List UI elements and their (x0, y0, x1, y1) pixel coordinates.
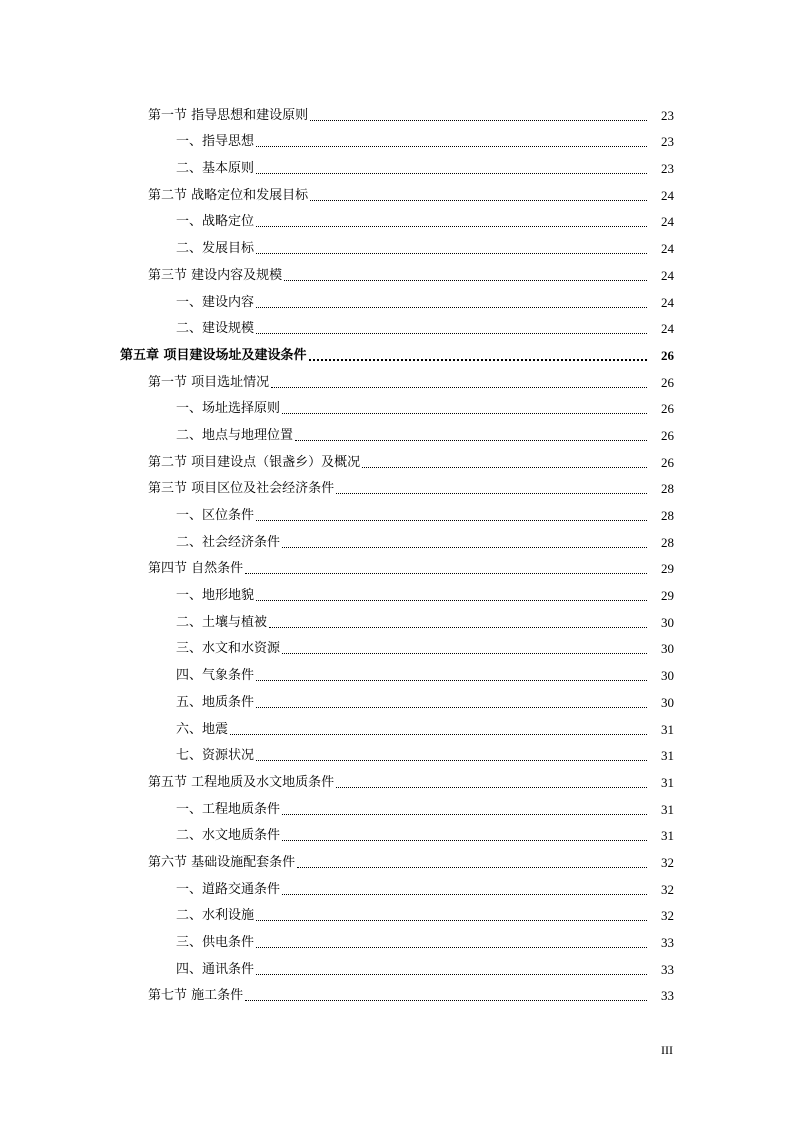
toc-dot-leader (336, 492, 647, 494)
toc-dot-leader (309, 358, 647, 361)
toc-entry-page: 26 (661, 454, 674, 470)
toc-entry-title: 四、气象条件 (176, 668, 255, 684)
toc-entry-title: 一、指导思想 (176, 134, 255, 150)
toc-dot-leader (282, 652, 647, 654)
toc-section-entry[interactable] (0, 980, 794, 1007)
toc-entry-title: 五、地质条件 (176, 694, 255, 710)
toc-entry-page: 31 (661, 801, 674, 817)
toc-dot-leader (256, 679, 647, 681)
toc-section-entry[interactable] (0, 99, 794, 126)
toc-entry-title: 三、水文和水资源 (176, 641, 281, 657)
toc-entry-page: 24 (661, 294, 674, 310)
toc-entry-page: 31 (661, 748, 674, 764)
toc-entry-title: 二、土壤与植被 (176, 614, 268, 630)
toc-entry-page: 24 (661, 241, 674, 257)
toc-section-entry[interactable] (0, 179, 794, 206)
toc-dot-leader (256, 172, 647, 174)
toc-dot-leader (282, 839, 647, 841)
toc-entry-title: 一、建设内容 (176, 294, 255, 310)
toc-dot-leader (245, 572, 647, 574)
toc-section-entry[interactable] (0, 553, 794, 580)
toc-entry-page: 26 (661, 427, 674, 443)
toc-entry-title: 第一节 指导思想和建设原则 (148, 107, 309, 123)
toc-dot-leader (282, 813, 647, 815)
toc-entry-page: 33 (661, 961, 674, 977)
toc-subsection-entry[interactable] (0, 740, 794, 767)
toc-entry-page: 32 (661, 854, 674, 870)
toc-subsection-entry[interactable] (0, 232, 794, 259)
toc-entry-page: 24 (661, 321, 674, 337)
toc-dot-leader (362, 466, 647, 468)
toc-subsection-entry[interactable] (0, 686, 794, 713)
toc-entry-page: 31 (661, 721, 674, 737)
toc-section-entry[interactable] (0, 259, 794, 286)
toc-entry-title: 一、道路交通条件 (176, 881, 281, 897)
toc-entry-page: 33 (661, 935, 674, 950)
toc-dot-leader (336, 786, 647, 788)
toc-entry-title: 一、场址选择原则 (176, 401, 281, 417)
toc-entry-title: 二、地点与地理位置 (176, 427, 294, 443)
toc-subsection-entry[interactable] (0, 793, 794, 820)
toc-section-entry[interactable] (0, 473, 794, 500)
toc-dot-leader (256, 946, 647, 948)
toc-dot-leader (256, 306, 647, 308)
toc-entry-page: 24 (661, 214, 674, 230)
toc-dot-leader (269, 626, 647, 628)
toc-dot-leader (256, 145, 647, 147)
toc-entry-page: 33 (661, 988, 674, 1004)
toc-entry-title: 六、地震 (176, 721, 229, 737)
toc-entry-page: 28 (661, 508, 674, 523)
toc-subsection-entry[interactable] (0, 659, 794, 686)
toc-entry-page: 23 (661, 161, 674, 177)
toc-dot-leader (282, 893, 647, 895)
toc-entry-title: 第三节 项目区位及社会经济条件 (148, 481, 335, 497)
toc-dot-leader (256, 225, 647, 227)
table-of-contents (0, 99, 794, 1006)
toc-entry-page: 23 (661, 107, 674, 123)
toc-entry-title: 第六节 基础设施配套条件 (148, 854, 296, 870)
toc-subsection-entry[interactable] (0, 393, 794, 420)
toc-dot-leader (256, 759, 647, 761)
toc-dot-leader (295, 439, 647, 441)
toc-entry-page: 31 (661, 828, 674, 844)
toc-subsection-entry[interactable] (0, 286, 794, 313)
toc-entry-title: 第五节 工程地质及水文地质条件 (148, 774, 335, 790)
toc-entry-page: 32 (661, 881, 674, 897)
toc-entry-page: 29 (661, 561, 674, 577)
toc-chapter-entry[interactable] (0, 339, 794, 366)
toc-entry-title: 一、战略定位 (176, 214, 255, 230)
toc-section-entry[interactable] (0, 446, 794, 473)
toc-entry-page: 30 (661, 694, 674, 710)
toc-dot-leader (256, 332, 647, 334)
toc-dot-leader (256, 519, 647, 521)
toc-entry-page: 31 (661, 774, 674, 790)
toc-entry-title: 二、社会经济条件 (176, 534, 281, 550)
toc-entry-title: 二、水文地质条件 (176, 828, 281, 844)
toc-subsection-entry[interactable] (0, 313, 794, 340)
toc-entry-page: 24 (661, 267, 674, 283)
toc-entry-title: 二、发展目标 (176, 241, 255, 257)
toc-entry-title: 一、工程地质条件 (176, 801, 281, 817)
toc-entry-page: 28 (661, 481, 674, 497)
toc-entry-title: 二、建设规模 (176, 321, 255, 337)
toc-dot-leader (284, 279, 647, 281)
toc-dot-leader (310, 199, 647, 201)
toc-dot-leader (256, 706, 647, 708)
toc-entry-title: 第二节 战略定位和发展目标 (148, 187, 309, 203)
toc-subsection-entry[interactable] (0, 579, 794, 606)
toc-subsection-entry[interactable] (0, 820, 794, 847)
toc-section-entry[interactable] (0, 766, 794, 793)
toc-entry-title: 第五章 项目建设场址及建设条件 (120, 347, 307, 363)
toc-entry-page: 30 (661, 641, 674, 657)
toc-entry-title: 第三节 建设内容及规模 (148, 267, 283, 283)
toc-dot-leader (256, 973, 647, 975)
toc-entry-page: 23 (661, 134, 674, 150)
toc-entry-page: 26 (661, 401, 674, 417)
toc-subsection-entry[interactable] (0, 953, 794, 980)
toc-entry-title: 第七节 施工条件 (148, 988, 244, 1004)
toc-dot-leader (256, 599, 647, 601)
toc-dot-leader (230, 733, 647, 735)
toc-entry-title: 二、水利设施 (176, 908, 255, 924)
toc-entry-page: 30 (661, 668, 674, 684)
toc-entry-title: 第一节 项目选址情况 (148, 374, 270, 390)
toc-entry-title: 一、区位条件 (176, 508, 255, 523)
toc-subsection-entry[interactable] (0, 419, 794, 446)
toc-subsection-entry[interactable] (0, 900, 794, 927)
toc-subsection-entry[interactable] (0, 526, 794, 553)
toc-dot-leader (256, 252, 647, 254)
toc-dot-leader (282, 546, 647, 548)
toc-dot-leader (256, 919, 647, 921)
toc-entry-title: 二、基本原则 (176, 161, 255, 177)
toc-entry-page: 29 (661, 588, 674, 604)
toc-section-entry[interactable] (0, 846, 794, 873)
toc-dot-leader (245, 999, 647, 1001)
toc-subsection-entry[interactable] (0, 606, 794, 633)
toc-entry-page: 28 (661, 534, 674, 550)
toc-entry-page: 30 (661, 614, 674, 630)
toc-dot-leader (297, 866, 647, 868)
toc-entry-title: 第二节 项目建设点（银盏乡）及概况 (148, 454, 361, 470)
toc-dot-leader (271, 386, 647, 388)
page-number: III (661, 1043, 673, 1057)
toc-entry-page: 24 (661, 187, 674, 203)
toc-subsection-entry[interactable] (0, 926, 794, 953)
toc-entry-title: 第四节 自然条件 (148, 561, 244, 577)
toc-subsection-entry[interactable] (0, 873, 794, 900)
toc-entry-page: 26 (661, 347, 674, 363)
toc-subsection-entry[interactable] (0, 126, 794, 153)
toc-subsection-entry[interactable] (0, 206, 794, 233)
toc-entry-page: 32 (661, 908, 674, 924)
toc-entry-title: 四、通讯条件 (176, 961, 255, 977)
toc-dot-leader (310, 119, 647, 121)
toc-entry-page: 26 (661, 374, 674, 390)
toc-section-entry[interactable] (0, 366, 794, 393)
toc-subsection-entry[interactable] (0, 633, 794, 660)
toc-subsection-entry[interactable] (0, 499, 794, 526)
toc-entry-title: 一、地形地貌 (176, 588, 255, 604)
toc-entry-title: 三、供电条件 (176, 935, 255, 950)
toc-entry-title: 七、资源状况 (176, 748, 255, 764)
toc-dot-leader (282, 412, 647, 414)
toc-subsection-entry[interactable] (0, 713, 794, 740)
toc-subsection-entry[interactable] (0, 152, 794, 179)
